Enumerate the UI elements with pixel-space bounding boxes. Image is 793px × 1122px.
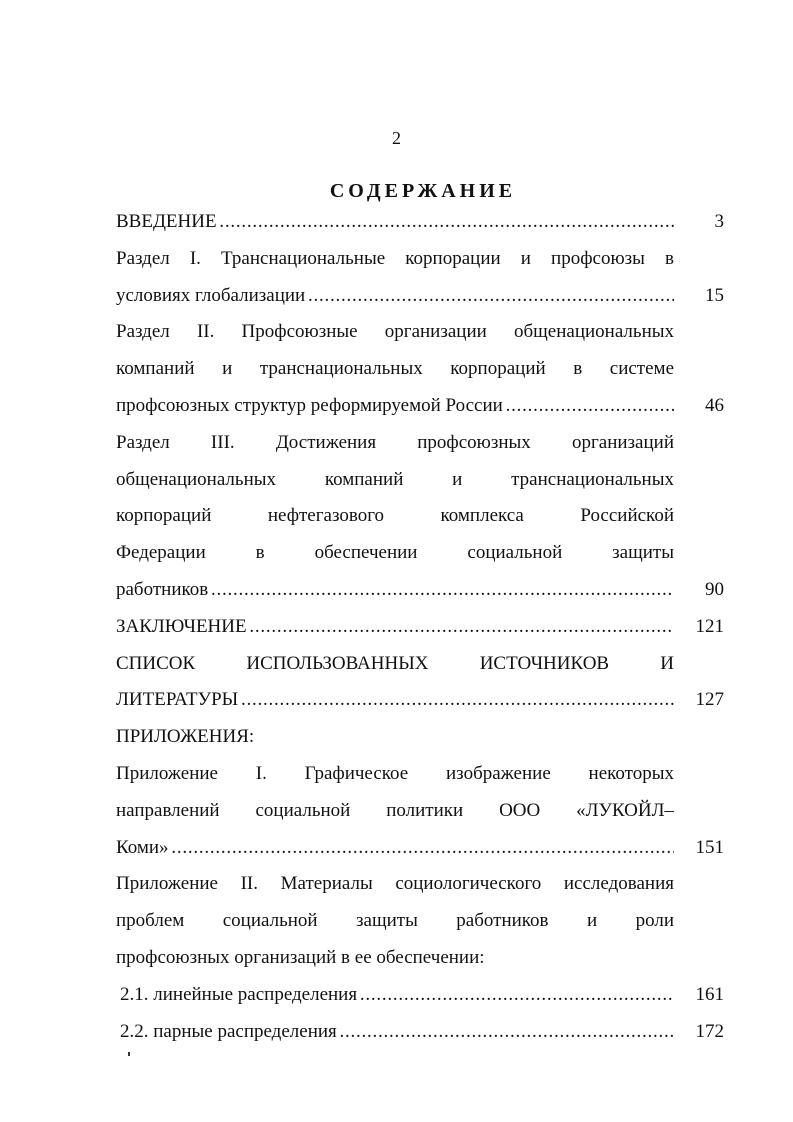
toc-entry-text: Раздел II. Профсоюзные организации общенациональных <box>116 321 674 343</box>
toc-entry-text: профсоюзных структур реформируемой России . . . <box>116 388 674 425</box>
toc-entry-text: СПИСОК ИСПОЛЬЗОВАННЫХ ИСТОЧНИКОВ И <box>116 652 674 674</box>
toc-page-number: 161 <box>695 983 724 1005</box>
toc-entry-text: общенациональных компаний и транснациональных <box>116 468 674 490</box>
toc-page-number: 90 <box>705 578 724 600</box>
toc-entry-text: ЛИТЕРАТУРЫ . . . <box>116 682 674 719</box>
toc-entry-text: Раздел III. Достижения профсоюзных организаций <box>116 431 674 453</box>
toc-entry-text: компаний и транснациональных корпораций в системе <box>116 358 674 380</box>
toc-entry-subsection-2-2[interactable] <box>116 1014 724 1051</box>
toc-page-number: 127 <box>695 689 724 711</box>
toc-entry-section-1[interactable] <box>116 241 724 315</box>
toc-entry-appendix-2[interactable] <box>116 866 724 976</box>
toc-entry-text: проблем социальной защиты работников и роли <box>116 910 674 932</box>
toc-page-number: 3 <box>714 211 724 232</box>
toc-entry-text: работников . . . <box>116 572 674 609</box>
toc-entry-text: Коми» . . . <box>116 830 674 867</box>
toc-page-number: 151 <box>695 836 724 858</box>
toc-entry-appendices[interactable] <box>116 719 724 756</box>
toc-page-number: 121 <box>695 615 724 637</box>
toc-title: СОДЕРЖАНИЕ <box>329 180 517 202</box>
toc-entry-subsection-2-1[interactable] <box>116 977 724 1014</box>
toc-entry-text: ПРИЛОЖЕНИЯ: <box>116 726 255 748</box>
toc-entry-text: 2.2. парные распределения . . . <box>120 1014 674 1051</box>
toc-entry-text: направлений социальной политики ООО «ЛУКОЙЛ– <box>116 799 674 821</box>
toc-entry-text: ВВЕДЕНИЕ . . . <box>116 204 674 241</box>
toc-entry-conclusion[interactable] <box>116 609 724 646</box>
toc-entry-section-2[interactable] <box>116 314 724 424</box>
toc-entry-sources[interactable] <box>116 646 724 720</box>
toc-entry-section-3[interactable] <box>116 425 724 609</box>
toc-entry-text: корпораций нефтегазового комплекса Российской <box>116 505 674 527</box>
toc-entry-text: профсоюзных организаций в ее обеспечении: <box>116 946 485 968</box>
scan-speck <box>128 1052 130 1056</box>
toc-entry-text: Приложение II. Материалы социологического исследования <box>116 873 674 895</box>
toc-page-number: 172 <box>695 1020 724 1042</box>
toc-entry-text: 2.1. линейные распределения . . . <box>120 977 674 1014</box>
toc-entry-text: Раздел I. Транснациональные корпорации и профсоюзы в <box>116 247 674 269</box>
table-of-contents <box>116 204 724 1050</box>
toc-entry-appendix-1[interactable] <box>116 756 724 866</box>
toc-entry-text: Федерации в обеспечении социальной защиты <box>116 542 674 564</box>
toc-entry-text: Приложение I. Графическое изображение некоторых <box>116 762 674 784</box>
toc-page-number: 15 <box>705 284 724 306</box>
toc-entry-introduction[interactable] <box>116 204 724 241</box>
toc-entry-text: ЗАКЛЮЧЕНИЕ . . . <box>116 609 674 646</box>
page-number: 2 <box>392 128 401 148</box>
toc-entry-text: условиях глобализации . . . <box>116 278 674 315</box>
toc-page-number: 46 <box>705 394 724 416</box>
